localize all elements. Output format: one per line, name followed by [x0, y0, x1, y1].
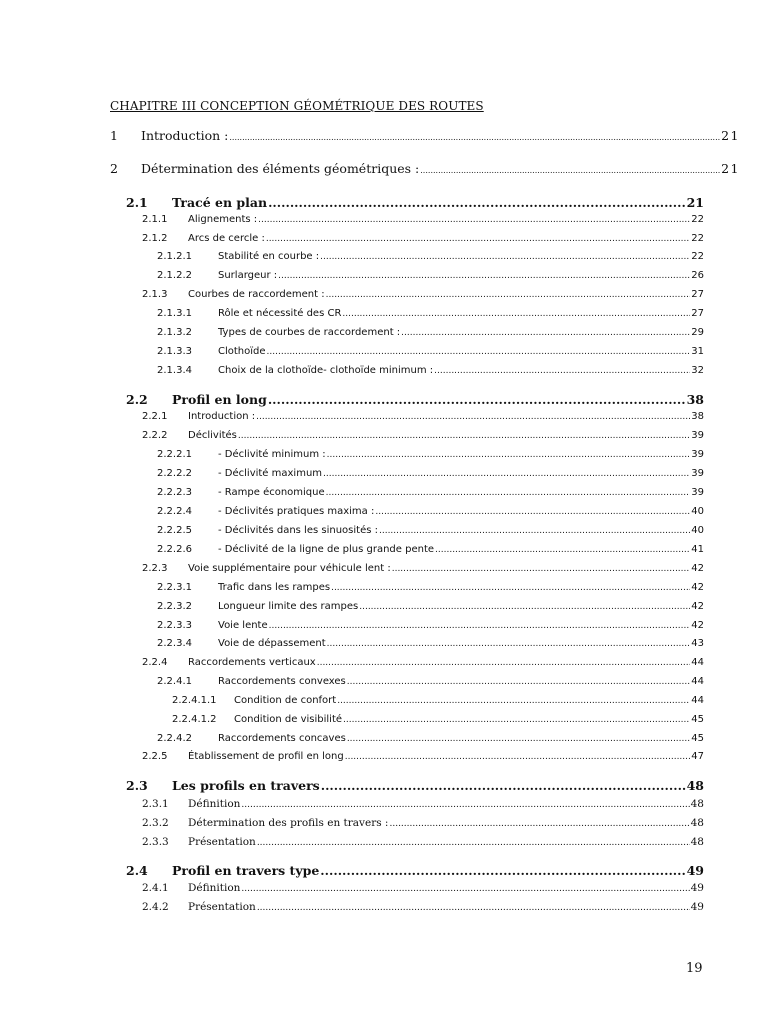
- toc-entry[interactable]: [157, 327, 704, 338]
- toc-entry-page: 38: [686, 392, 704, 407]
- toc-entry-title: - Déclivités pratiques maxima :: [218, 506, 375, 517]
- dot-leader: [401, 327, 690, 338]
- toc-entry[interactable]: [157, 346, 704, 357]
- dot-leader: [434, 365, 690, 376]
- dot-leader: [392, 563, 691, 574]
- toc-entry-page: 39: [691, 430, 704, 441]
- toc-entry[interactable]: [126, 195, 704, 210]
- dot-leader: [343, 714, 690, 725]
- dot-leader: [347, 676, 690, 687]
- toc-entry-page: 21: [686, 195, 704, 210]
- toc-entry[interactable]: [157, 308, 704, 319]
- toc-entry-number: 2.1.3.3: [157, 346, 192, 357]
- toc-entry[interactable]: [142, 836, 704, 848]
- toc-entry[interactable]: [157, 638, 704, 649]
- toc-entry-page: 43: [691, 638, 704, 649]
- toc-entry-number: 2.1: [126, 195, 148, 210]
- toc-entry-number: 2.1.2.1: [157, 251, 192, 262]
- toc-entry[interactable]: [126, 863, 704, 878]
- toc-entry-number: 2.2.2.6: [157, 544, 192, 555]
- toc-entry-title: Raccordements concaves: [218, 733, 346, 744]
- toc-entry-number: 2.2.2.5: [157, 525, 192, 536]
- dot-leader: [268, 195, 686, 210]
- toc-entry-number: 2.2.2: [142, 430, 168, 441]
- toc-entry-number: 2.2.1: [142, 411, 168, 422]
- dot-leader: [389, 817, 689, 829]
- toc-entry-page: 21: [721, 128, 740, 143]
- toc-entry-number: 2.4: [126, 863, 148, 878]
- dot-leader: [359, 601, 690, 612]
- toc-entry-page: 49: [690, 901, 704, 913]
- toc-entry-page: 42: [691, 582, 704, 593]
- toc-entry-page: 27: [691, 289, 704, 300]
- toc-entry-page: 42: [691, 563, 704, 574]
- toc-entry-title: Surlargeur :: [218, 270, 278, 281]
- toc-entry-title: Voie supplémentaire pour véhicule lent :: [188, 563, 391, 574]
- toc-entry-number: 2.2.4.2: [157, 733, 192, 744]
- toc-entry-number: 2.3: [126, 778, 148, 793]
- toc-entry-title: Courbes de raccordement :: [188, 289, 325, 300]
- toc-entry-title: Choix de la clothoïde- clothoïde minimum :: [218, 365, 434, 376]
- toc-entry[interactable]: [142, 430, 704, 441]
- toc-entry-page: 41: [691, 544, 704, 555]
- toc-entry-title: Présentation: [188, 901, 256, 913]
- toc-entry-page: 32: [691, 365, 704, 376]
- dot-leader: [347, 733, 690, 744]
- dot-leader: [241, 798, 689, 810]
- toc-entry-page: 27: [691, 308, 704, 319]
- toc-entry-number: 2.2.4.1.2: [172, 714, 217, 725]
- toc-entry[interactable]: [110, 128, 740, 143]
- toc-entry-title: Types de courbes de raccordement :: [218, 327, 401, 338]
- toc-entry-number: 1: [110, 128, 118, 143]
- dot-leader: [337, 695, 690, 706]
- dot-leader: [238, 430, 690, 441]
- toc-entry[interactable]: [157, 449, 704, 460]
- toc-entry-page: 44: [691, 676, 704, 687]
- dot-leader: [342, 308, 690, 319]
- toc-entry-title: Longueur limite des rampes: [218, 601, 359, 612]
- toc-entry-number: 2.2.4.1: [157, 676, 192, 687]
- toc-entry[interactable]: [142, 657, 704, 668]
- toc-entry-title: Définition: [188, 798, 241, 810]
- toc-entry-number: 2.2.2.3: [157, 487, 192, 498]
- toc-entry-title: Clothoïde: [218, 346, 266, 357]
- dot-leader: [278, 270, 690, 281]
- toc-entry-number: 2.2: [126, 392, 148, 407]
- toc-entry-number: 2.2.2.1: [157, 449, 192, 460]
- toc-entry-number: 2.3.3: [142, 836, 169, 848]
- toc-entry-title: Stabilité en courbe :: [218, 251, 320, 262]
- toc-entry-page: 39: [691, 449, 704, 460]
- toc-entry-title: Tracé en plan: [172, 195, 268, 210]
- toc-entry-page: 48: [686, 778, 704, 793]
- toc-entry-number: 2.2.4: [142, 657, 168, 668]
- toc-entry-number: 2.1.3: [142, 289, 168, 300]
- toc-entry[interactable]: [142, 817, 704, 829]
- toc-entry[interactable]: [142, 289, 704, 300]
- toc-entry-number: 2.2.5: [142, 751, 168, 762]
- dot-leader: [327, 638, 691, 649]
- toc-entry[interactable]: [142, 798, 704, 810]
- dot-leader: [331, 582, 690, 593]
- toc-entry-title: - Déclivité maximum: [218, 468, 323, 479]
- toc-entry[interactable]: [142, 563, 704, 574]
- toc-entry-number: 2.1.3.4: [157, 365, 192, 376]
- toc-entry-title: Détermination des éléments géométriques :: [141, 161, 420, 176]
- dot-leader: [266, 233, 690, 244]
- toc-entry-title: Présentation: [188, 836, 256, 848]
- toc-entry[interactable]: [157, 676, 704, 687]
- toc-entry[interactable]: [157, 582, 704, 593]
- toc-entry-title: Trafic dans les rampes: [218, 582, 331, 593]
- toc-entry[interactable]: [110, 161, 740, 176]
- toc-entry-number: 2.2.3.2: [157, 601, 192, 612]
- toc-entry-title: Voie lente: [218, 620, 268, 631]
- toc-entry[interactable]: [157, 601, 704, 612]
- toc-entry-page: 38: [691, 411, 704, 422]
- toc-entry-page: 39: [691, 487, 704, 498]
- toc-entry-title: Déclivités: [188, 430, 237, 441]
- toc-entry[interactable]: [126, 392, 704, 407]
- chapter-title: CHAPITRE III CONCEPTION GÉOMÉTRIQUE DES ROUTES: [110, 99, 484, 113]
- toc-entry[interactable]: [157, 733, 704, 744]
- dot-leader: [258, 214, 690, 225]
- toc-entry[interactable]: [142, 214, 704, 225]
- toc-entry-title: - Rampe économique: [218, 487, 325, 498]
- toc-entry-title: Introduction :: [188, 411, 256, 422]
- toc-entry[interactable]: [157, 525, 704, 536]
- toc-entry-title: Voie de dépassement: [218, 638, 326, 649]
- toc-entry[interactable]: [157, 251, 704, 262]
- toc-entry-page: 47: [691, 751, 704, 762]
- toc-entry-page: 49: [690, 882, 704, 894]
- page-number: 19: [686, 961, 703, 976]
- toc-entry-page: 22: [691, 214, 704, 225]
- dot-leader: [420, 161, 720, 176]
- toc-entry-number: 2.1.2.2: [157, 270, 192, 281]
- toc-entry[interactable]: [157, 487, 704, 498]
- toc-entry-number: 2.2.3.1: [157, 582, 192, 593]
- dot-leader: [375, 506, 690, 517]
- toc-entry[interactable]: [142, 751, 704, 762]
- toc-entry-number: 2.3.2: [142, 817, 169, 829]
- toc-entry-page: 49: [686, 863, 704, 878]
- toc-entry-title: - Déclivités dans les sinuosités :: [218, 525, 378, 536]
- dot-leader: [241, 882, 689, 894]
- dot-leader: [435, 544, 690, 555]
- toc-entry-title: Les profils en travers: [172, 778, 320, 793]
- toc-entry-title: Établissement de profil en long: [188, 751, 344, 762]
- toc-entry-title: - Déclivité de la ligne de plus grande pente: [218, 544, 435, 555]
- toc-entry-title: Raccordements convexes: [218, 676, 346, 687]
- toc-entry-title: Arcs de cercle :: [188, 233, 265, 244]
- toc-entry-number: 2.4.2: [142, 901, 169, 913]
- toc-entry[interactable]: [157, 544, 704, 555]
- toc-entry-number: 2.1.2: [142, 233, 168, 244]
- toc-entry-page: 48: [690, 817, 704, 829]
- toc-entry[interactable]: [142, 882, 704, 894]
- dot-leader: [257, 901, 690, 913]
- toc-entry-page: 44: [691, 695, 704, 706]
- toc-entry-page: 40: [691, 525, 704, 536]
- toc-entry-number: 2.2.3: [142, 563, 168, 574]
- toc-entry[interactable]: [157, 270, 704, 281]
- toc-entry-page: 45: [691, 714, 704, 725]
- dot-leader: [268, 392, 686, 407]
- toc-entry-page: 26: [691, 270, 704, 281]
- toc-entry-title: Condition de visibilité: [234, 714, 343, 725]
- dot-leader: [326, 289, 691, 300]
- toc-entry[interactable]: [157, 506, 704, 517]
- toc-entry-page: 21: [721, 161, 740, 176]
- toc-entry[interactable]: [157, 468, 704, 479]
- dot-leader: [269, 620, 691, 631]
- toc-entry-page: 48: [690, 836, 704, 848]
- toc-entry[interactable]: [157, 365, 704, 376]
- dot-leader: [321, 778, 686, 793]
- dot-leader: [256, 411, 690, 422]
- toc-entry-title: Rôle et nécessité des CR: [218, 308, 342, 319]
- toc-entry-number: 2.4.1: [142, 882, 169, 894]
- toc-entry-title: Détermination des profils en travers :: [188, 817, 389, 829]
- toc-entry[interactable]: [142, 411, 704, 422]
- toc-entry-number: 2: [110, 161, 118, 176]
- toc-entry-title: Profil en travers type: [172, 863, 320, 878]
- toc-entry-number: 2.2.3.3: [157, 620, 192, 631]
- toc-entry-title: Alignements :: [188, 214, 258, 225]
- toc-entry-title: Définition: [188, 882, 241, 894]
- toc-entry-page: 22: [691, 233, 704, 244]
- toc-entry-number: 2.1.3.1: [157, 308, 192, 319]
- toc-entry-number: 2.1.3.2: [157, 327, 192, 338]
- toc-entry-page: 45: [691, 733, 704, 744]
- toc-entry[interactable]: [126, 778, 704, 793]
- dot-leader: [257, 836, 690, 848]
- toc-entry-number: 2.2.3.4: [157, 638, 192, 649]
- dot-leader: [320, 863, 685, 878]
- toc-entry-number: 2.2.2.4: [157, 506, 192, 517]
- toc-entry[interactable]: [142, 233, 704, 244]
- toc-entry-title: Introduction :: [141, 128, 229, 143]
- toc-entry-page: 39: [691, 468, 704, 479]
- toc-entry-page: 22: [691, 251, 704, 262]
- toc-entry-title: Raccordements verticaux: [188, 657, 316, 668]
- dot-leader: [320, 251, 690, 262]
- dot-leader: [326, 487, 691, 498]
- toc-entry-page: 29: [691, 327, 704, 338]
- toc-entry-page: 31: [691, 346, 704, 357]
- toc-entry-title: - Déclivité minimum :: [218, 449, 326, 460]
- toc-entry-page: 44: [691, 657, 704, 668]
- dot-leader: [323, 468, 690, 479]
- toc-entry[interactable]: [172, 695, 704, 706]
- dot-leader: [379, 525, 690, 536]
- toc-entry[interactable]: [142, 901, 704, 913]
- dot-leader: [327, 449, 691, 460]
- toc-entry-number: 2.2.4.1.1: [172, 695, 217, 706]
- toc-entry[interactable]: [157, 620, 704, 631]
- toc-entry-title: Profil en long: [172, 392, 267, 407]
- toc-entry-title: Condition de confort: [234, 695, 337, 706]
- toc-entry-page: 40: [691, 506, 704, 517]
- dot-leader: [317, 657, 691, 668]
- toc-entry-page: 42: [691, 620, 704, 631]
- toc-entry[interactable]: [172, 714, 704, 725]
- dot-leader: [345, 751, 691, 762]
- toc-entry-page: 48: [690, 798, 704, 810]
- toc-entry-number: 2.2.2.2: [157, 468, 192, 479]
- dot-leader: [267, 346, 691, 357]
- toc-entry-number: 2.1.1: [142, 214, 168, 225]
- toc-entry-page: 42: [691, 601, 704, 612]
- toc-entry-number: 2.3.1: [142, 798, 169, 810]
- dot-leader: [229, 128, 720, 143]
